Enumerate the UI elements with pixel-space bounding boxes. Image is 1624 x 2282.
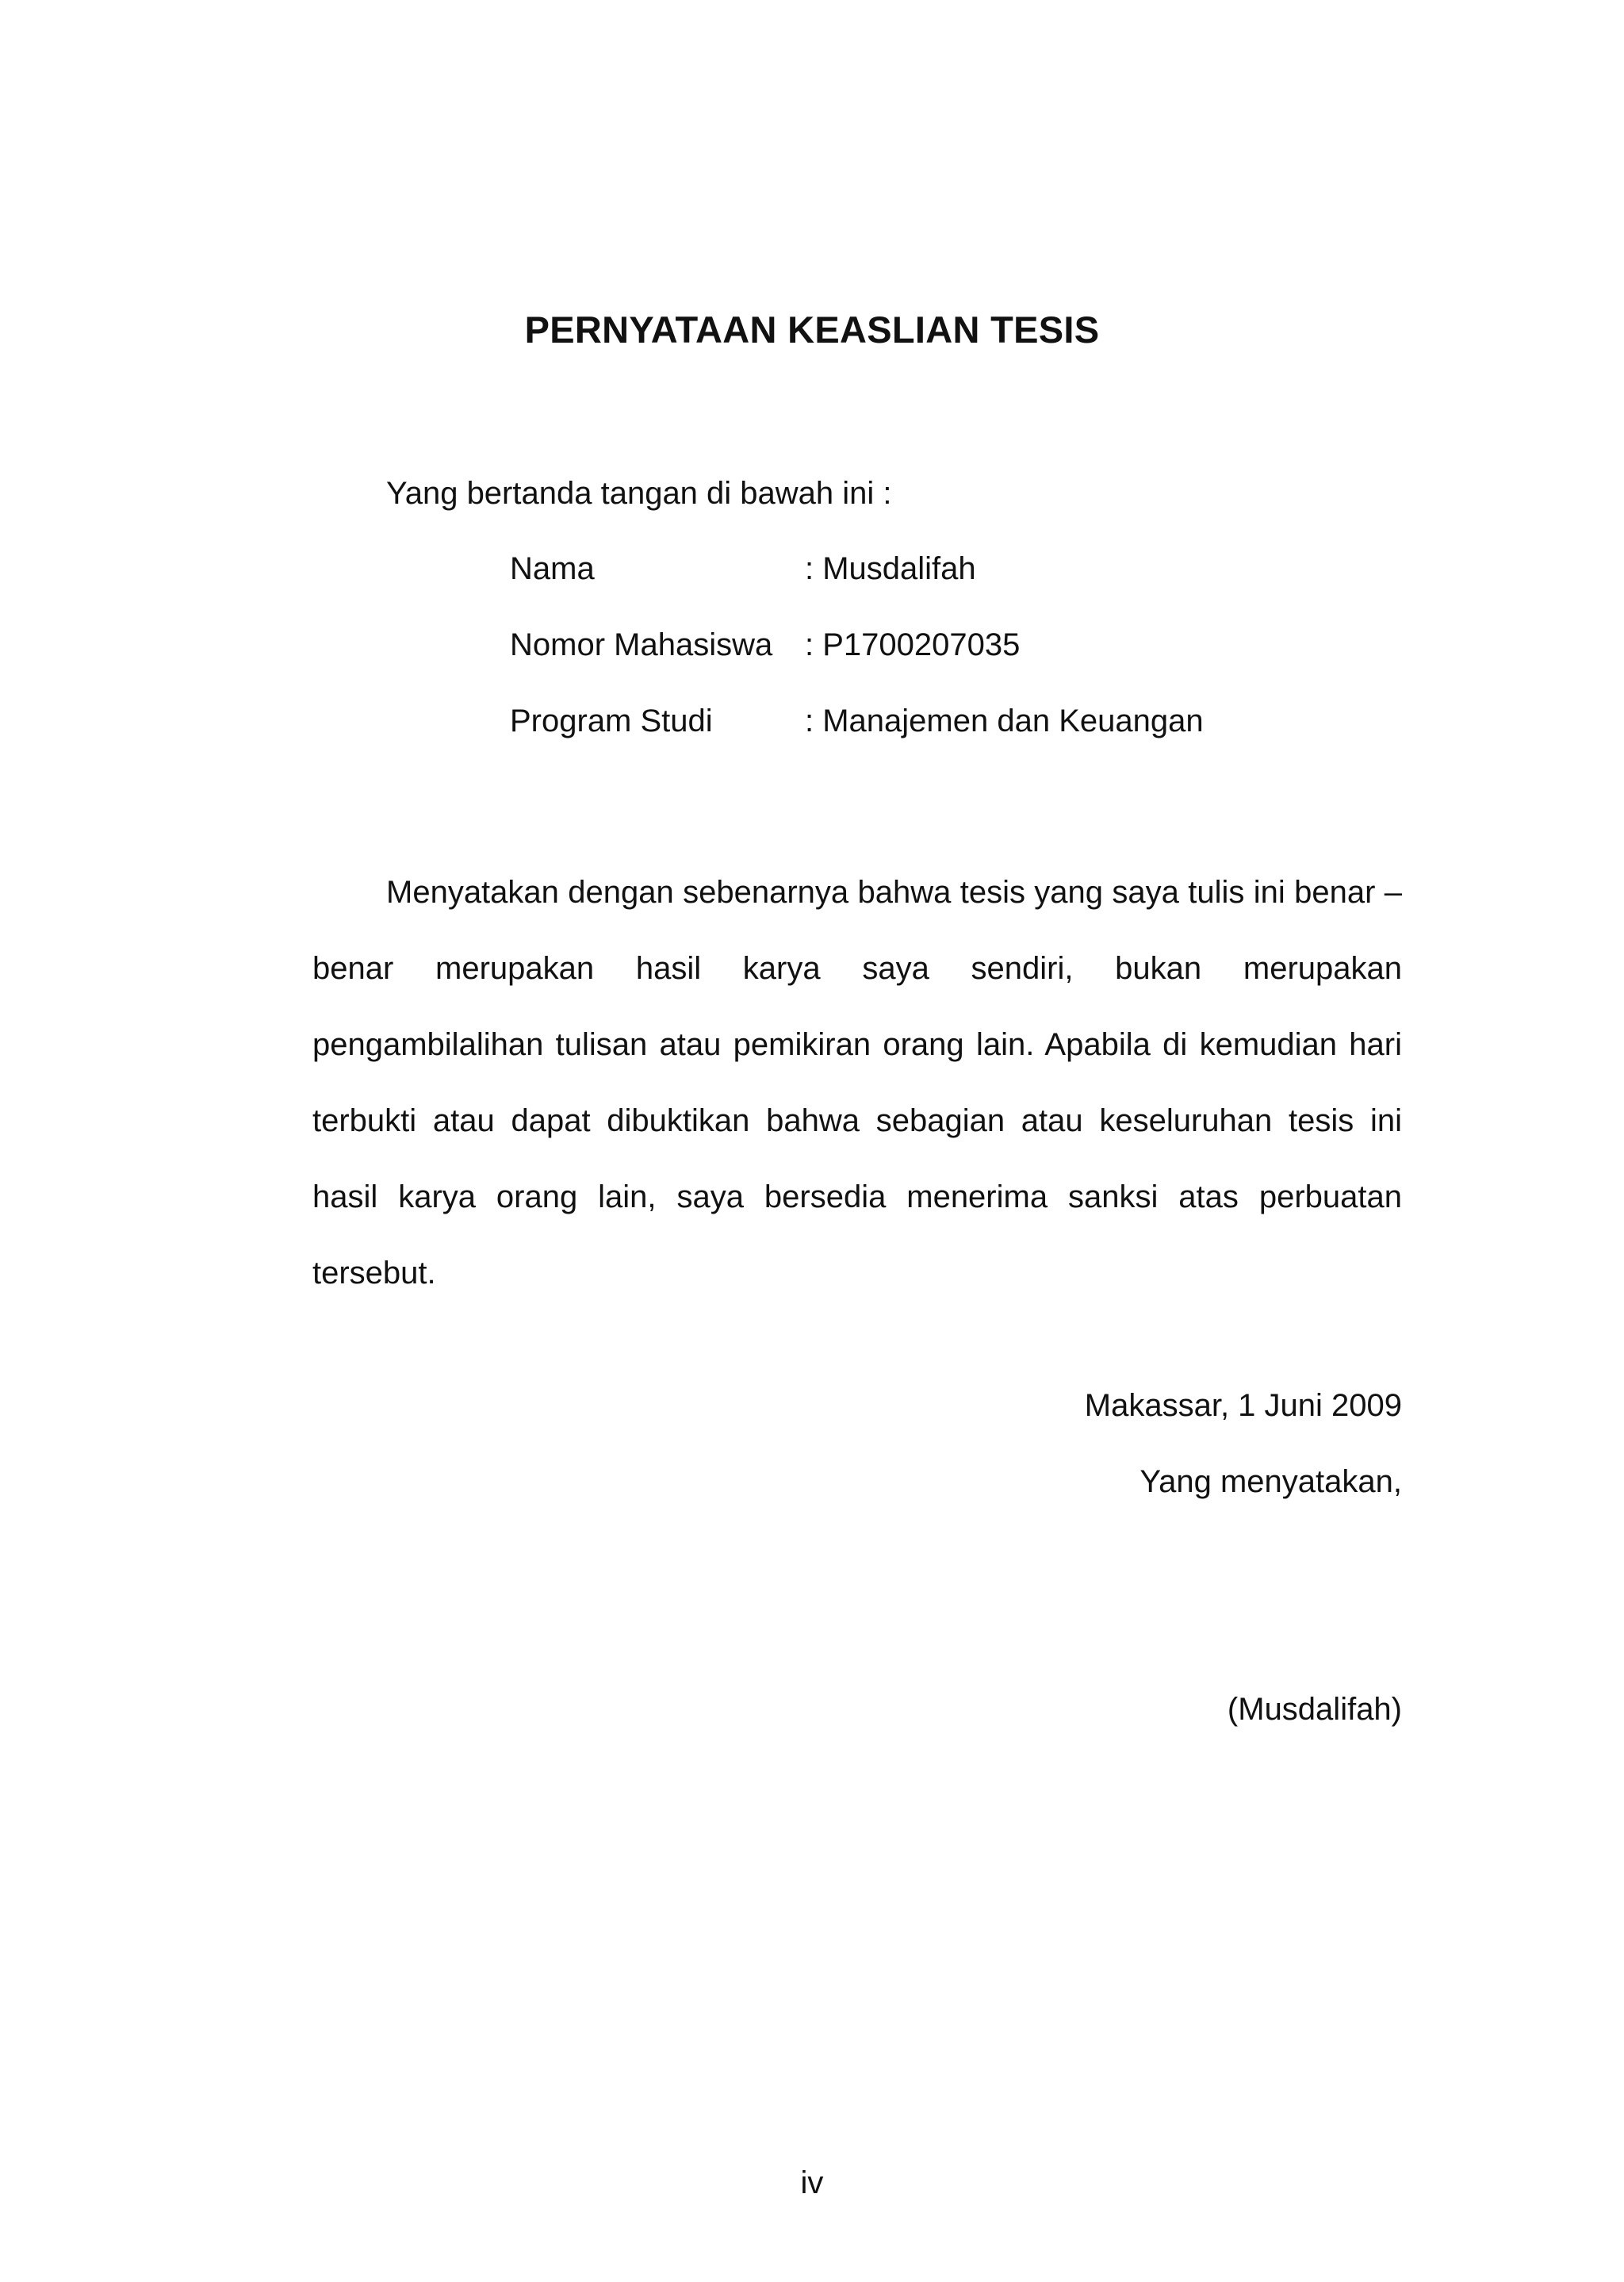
identity-value: : P1700207035 — [805, 627, 1021, 662]
place-date: Makassar, 1 Juni 2009 — [1084, 1388, 1402, 1423]
page-number: iv — [800, 2165, 824, 2200]
identity-label: Nama — [510, 551, 595, 586]
signer-name: (Musdalifah) — [1227, 1692, 1402, 1727]
identity-table — [510, 551, 1204, 780]
signer-label: Yang menyatakan, — [1139, 1464, 1402, 1499]
identity-value: : Musdalifah — [805, 551, 976, 586]
page-title: PERNYATAAN KEASLIAN TESIS — [524, 309, 1100, 351]
identity-row-study-program — [510, 704, 1204, 780]
identity-row-student-number — [510, 627, 1204, 704]
identity-label: Nomor Mahasiswa — [510, 627, 773, 662]
identity-label: Program Studi — [510, 704, 713, 738]
identity-value: : Manajemen dan Keuangan — [805, 704, 1204, 738]
intro-text: Yang bertanda tangan di bawah ini : — [386, 476, 892, 511]
statement-paragraph: Menyatakan dengan sebenarnya bahwa tesis yang saya tulis ini benar – benar merupakan hasil karya saya sendiri, bukan merupakan pengambilalihan tulisan atau pemikiran orang lain. Apabila di kemudian hari terbukti atau dapat dibuktikan bahwa sebagian atau keseluruhan tesis ini hasil karya orang lain, saya bersedia menerima sanksi atas perbuatan tersebut. — [312, 875, 1402, 1291]
identity-row-name — [510, 551, 1204, 627]
